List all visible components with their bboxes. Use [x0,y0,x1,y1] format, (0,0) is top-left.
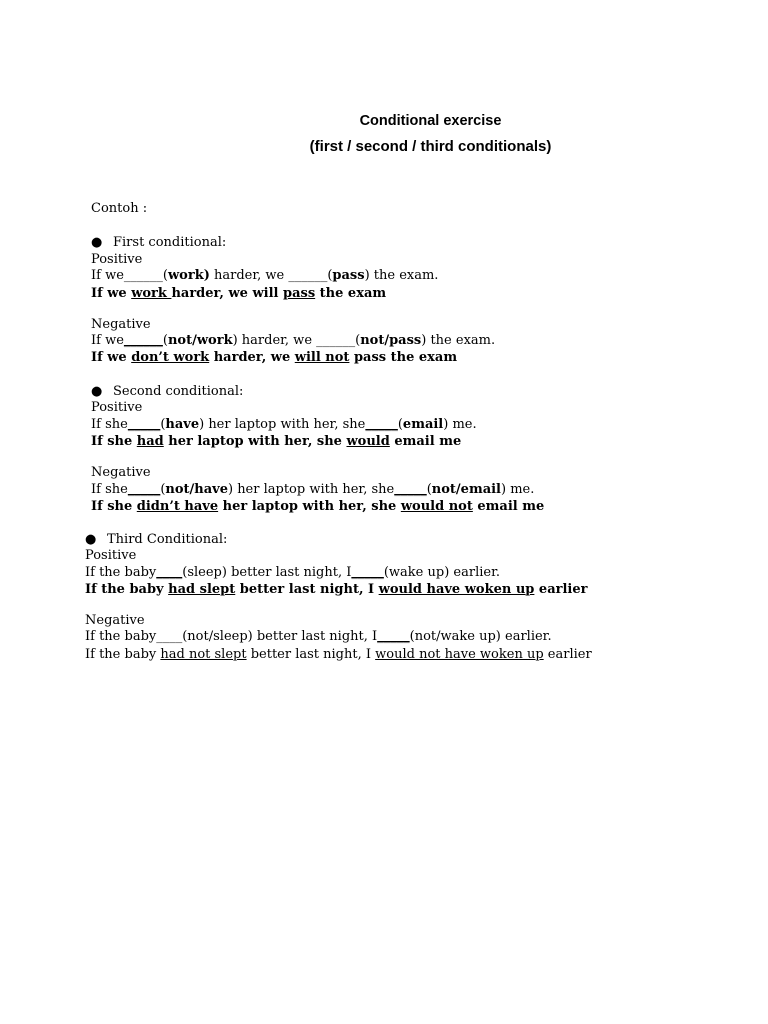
bullet-icon: ● [91,384,103,399]
section-heading-first [91,235,226,251]
heading-text: Third Conditional: [107,532,228,547]
intro-label: Contoh : [91,201,148,216]
section-heading-second [91,384,243,400]
exercise-answer: If we work harder, we will pass the exam [91,286,387,301]
positive-label: Positive [85,548,137,563]
exercise-answer: If she had her laptop with her, she would email me [91,434,462,449]
bullet-icon: ● [85,532,97,547]
negative-label: Negative [91,465,151,480]
section-heading-third [85,532,227,548]
positive-label: Positive [91,400,143,415]
positive-label: Positive [91,252,143,267]
exercise-question: If we______(work) harder, we ______(pass) the exam. [91,268,439,283]
negative-label: Negative [85,613,145,628]
exercise-answer: If the baby had slept better last night, I would have woken up earlier [85,582,588,597]
exercise-question: If she_____(not/have) her laptop with her, she_____(not/email) me. [91,482,535,497]
bullet-icon: ● [91,235,103,250]
exercise-question: If the baby____(not/sleep) better last night, I_____(not/wake up) earlier. [85,629,552,644]
exercise-answer: If we don’t work harder, we will not pass the exam [91,350,458,365]
exercise-answer: If she didn’t have her laptop with her, she would not email me [91,499,545,514]
document-title: Conditional exercise [359,113,502,129]
document-subtitle: (first / second / third conditionals) [309,138,552,155]
heading-text: Second conditional: [113,384,244,399]
exercise-question: If she_____(have) her laptop with her, she_____(email) me. [91,417,477,432]
heading-text: First conditional: [113,235,227,250]
exercise-question: If we______(not/work) harder, we ______(not/pass) the exam. [91,333,496,348]
exercise-question: If the baby____(sleep) better last night, I_____(wake up) earlier. [85,565,500,580]
exercise-answer: If the baby had not slept better last night, I would not have woken up earlier [85,647,592,662]
negative-label: Negative [91,317,151,332]
